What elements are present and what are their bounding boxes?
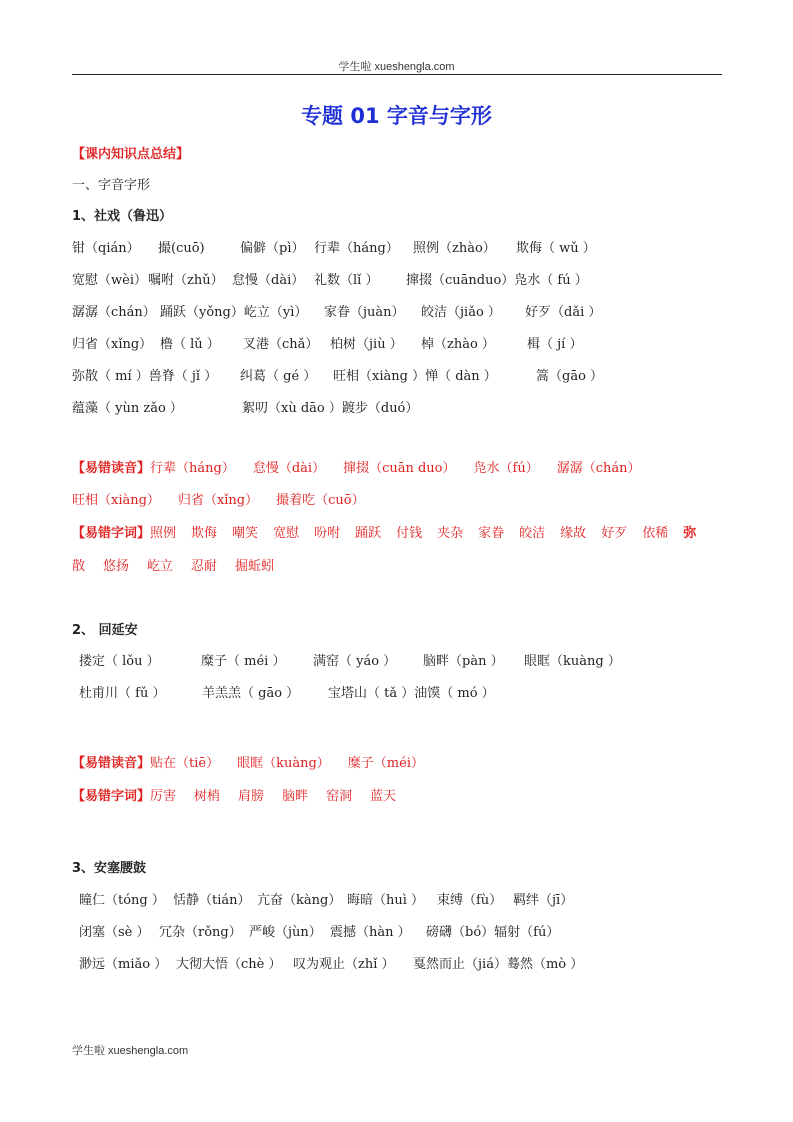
list-item: 篙（gāo ） bbox=[536, 369, 604, 384]
s2-row-2 bbox=[79, 685, 495, 703]
s3-row-3 bbox=[79, 956, 583, 974]
list-item: 絮叨（xù dāo ）踱步（duó） bbox=[242, 401, 419, 416]
list-item: 归省（xǐng） bbox=[72, 337, 153, 352]
list-item: 糜子（ méi ） bbox=[201, 654, 286, 669]
list-item: 凫水（fú） bbox=[473, 461, 539, 476]
list-item: 宽慰 bbox=[273, 526, 300, 541]
list-item: 晦暗（huì ） bbox=[347, 893, 425, 908]
list-item: 冗杂（rǒng） bbox=[159, 925, 242, 940]
list-item: 好歹（dǎi ） bbox=[525, 305, 602, 320]
list-item: 怠慢（dài） bbox=[232, 273, 305, 288]
s1-err-word-1 bbox=[72, 525, 696, 543]
list-item: 行辈（háng） bbox=[314, 241, 399, 256]
s1-err-read-1 bbox=[72, 460, 658, 478]
list-item: 撺掇（cuānduo）凫水（ fú ） bbox=[406, 273, 588, 288]
list-item: 眼眶（kuàng ） bbox=[524, 654, 621, 669]
s3-heading: 3、安塞腰鼓 bbox=[72, 861, 147, 876]
list-item: 弥 bbox=[683, 526, 697, 541]
list-item: 怠慢（dài） bbox=[252, 461, 326, 476]
list-item: 脑畔（pàn ） bbox=[423, 654, 504, 669]
list-item: 贴在（tiē） bbox=[150, 756, 220, 771]
err-word-label: 【易错字词】 bbox=[72, 526, 151, 541]
list-item: 行辈（háng） bbox=[150, 461, 235, 476]
list-item: 悠扬 bbox=[103, 559, 130, 574]
list-item: 恬静（tián） bbox=[173, 893, 251, 908]
list-item: 宝塔山（ tǎ ）油馍（ mó ） bbox=[328, 686, 495, 701]
list-item: 嘲笑 bbox=[232, 526, 259, 541]
page-title: 专题 01 字音与字形 bbox=[301, 104, 492, 128]
s3-row-1 bbox=[79, 892, 573, 910]
list-item: 钳（qián） bbox=[72, 241, 140, 256]
s1-row-3 bbox=[72, 304, 601, 322]
list-item: 掘蚯蚓 bbox=[235, 559, 275, 574]
s2-heading: 2、 回延安 bbox=[72, 623, 138, 638]
section-one-heading: 一、字音字形 bbox=[72, 178, 151, 193]
list-item: 磅礴（bó）辐射（fú） bbox=[426, 925, 560, 940]
list-item: 夹杂 bbox=[437, 526, 464, 541]
list-item: 欺侮 bbox=[191, 526, 218, 541]
list-item: 付钱 bbox=[396, 526, 423, 541]
list-item: 眼眶（kuàng） bbox=[237, 756, 330, 771]
list-item: 肩膀 bbox=[238, 789, 265, 804]
s3-row-2 bbox=[79, 924, 559, 942]
list-item: 宽慰（wèi） bbox=[72, 273, 147, 288]
list-item: 旺相（xiàng） bbox=[72, 493, 160, 508]
list-item: 楫（ jí ） bbox=[527, 337, 583, 352]
list-item: 归省（xǐng） bbox=[177, 493, 259, 508]
s1-row-5 bbox=[72, 368, 603, 386]
list-item: 踊跃 bbox=[355, 526, 382, 541]
page-footer: 学生啦 xueshengla.com bbox=[72, 1045, 189, 1057]
list-item: 柏树（jiù ） bbox=[330, 337, 403, 352]
s1-heading: 1、社戏（鲁迅） bbox=[72, 209, 173, 224]
list-item: 渺远（miǎo ） bbox=[79, 957, 168, 972]
list-item: 蕴藻（ yùn zǎo ） bbox=[72, 401, 183, 416]
s1-err-read-2 bbox=[72, 492, 383, 510]
s1-row-4 bbox=[72, 336, 582, 354]
list-item: 礼数（lǐ ） bbox=[314, 273, 379, 288]
s2-row-1 bbox=[79, 653, 621, 671]
list-item: 散 bbox=[72, 559, 86, 574]
list-item: 家眷（juàn） bbox=[324, 305, 405, 320]
s2-err-word bbox=[72, 788, 414, 806]
list-item: 缘故 bbox=[560, 526, 587, 541]
list-item: 搂定（ lǒu ） bbox=[79, 654, 160, 669]
err-word-label: 【易错字词】 bbox=[72, 789, 151, 804]
list-item: 踊跃（yǒng）屹立（yì） bbox=[160, 305, 308, 320]
list-item: 戛然而止（jiá）蓦然（mò ） bbox=[413, 957, 584, 972]
list-item: 旺相（xiàng ）惮（ dàn ） bbox=[333, 369, 497, 384]
list-item: 脑畔 bbox=[282, 789, 309, 804]
list-item: 橹（ lǔ ） bbox=[160, 337, 220, 352]
list-item: 糜子（méi） bbox=[347, 756, 424, 771]
err-read-label: 【易错读音】 bbox=[72, 461, 151, 476]
err-read-label: 【易错读音】 bbox=[72, 756, 151, 771]
list-item: 潺潺（chán） bbox=[72, 305, 156, 320]
list-item: 忍耐 bbox=[191, 559, 218, 574]
list-item: 羁绊（jī） bbox=[513, 893, 574, 908]
list-item: 蓝天 bbox=[370, 789, 397, 804]
list-item: 杜甫川（ fǔ ） bbox=[79, 686, 166, 701]
list-item: 弥散（ mí ）兽脊（ jǐ ） bbox=[72, 369, 218, 384]
list-item: 照例 bbox=[150, 526, 177, 541]
list-item: 撮着吃（cuō） bbox=[276, 493, 365, 508]
list-item: 羊羔羔（ gāo ） bbox=[202, 686, 300, 701]
list-item: 家眷 bbox=[478, 526, 505, 541]
list-item: 满窑（ yáo ） bbox=[313, 654, 397, 669]
list-item: 叹为观止（zhǐ ） bbox=[293, 957, 395, 972]
list-item: 大彻大悟（chè ） bbox=[176, 957, 282, 972]
list-item: 偏僻（pì） bbox=[240, 241, 305, 256]
list-item: 纠葛（ gé ） bbox=[240, 369, 317, 384]
page-header: 学生啦 xueshengla.com bbox=[338, 61, 455, 73]
list-item: 照例（zhào） bbox=[413, 241, 496, 256]
s1-row-2 bbox=[72, 272, 588, 290]
list-item: 窑洞 bbox=[326, 789, 353, 804]
list-item: 叉港（chǎ） bbox=[243, 337, 319, 352]
list-item: 依稀 bbox=[642, 526, 669, 541]
list-item: 欺侮（ wǔ ） bbox=[516, 241, 596, 256]
summary-label: 【课内知识点总结】 bbox=[72, 147, 190, 162]
list-item: 屹立 bbox=[147, 559, 174, 574]
list-item: 树梢 bbox=[194, 789, 221, 804]
list-item: 瞳仁（tóng ） bbox=[79, 893, 165, 908]
list-item: 束缚（fù） bbox=[437, 893, 503, 908]
list-item: 严峻（jùn） bbox=[249, 925, 322, 940]
s1-err-word-2 bbox=[72, 558, 292, 576]
list-item: 棹（zhào ） bbox=[421, 337, 495, 352]
list-item: 厉害 bbox=[150, 789, 177, 804]
s1-row-6 bbox=[72, 400, 418, 418]
list-item: 闭塞（sè ） bbox=[79, 925, 150, 940]
list-item: 好歹 bbox=[601, 526, 628, 541]
header-divider bbox=[72, 74, 722, 75]
list-item: 吩咐 bbox=[314, 526, 341, 541]
s2-err-read bbox=[72, 755, 442, 773]
list-item: 震撼（hàn ） bbox=[330, 925, 411, 940]
s1-row-1 bbox=[72, 240, 596, 258]
list-item: 撮(cuō) bbox=[158, 241, 205, 256]
list-item: 撺掇（cuān duo） bbox=[343, 461, 456, 476]
list-item: 嘱咐（zhǔ） bbox=[148, 273, 224, 288]
list-item: 亢奋（kàng） bbox=[257, 893, 342, 908]
list-item: 皎洁 bbox=[519, 526, 546, 541]
list-item: 潺潺（chán） bbox=[556, 461, 641, 476]
list-item: 皎洁（jiǎo ） bbox=[421, 305, 501, 320]
